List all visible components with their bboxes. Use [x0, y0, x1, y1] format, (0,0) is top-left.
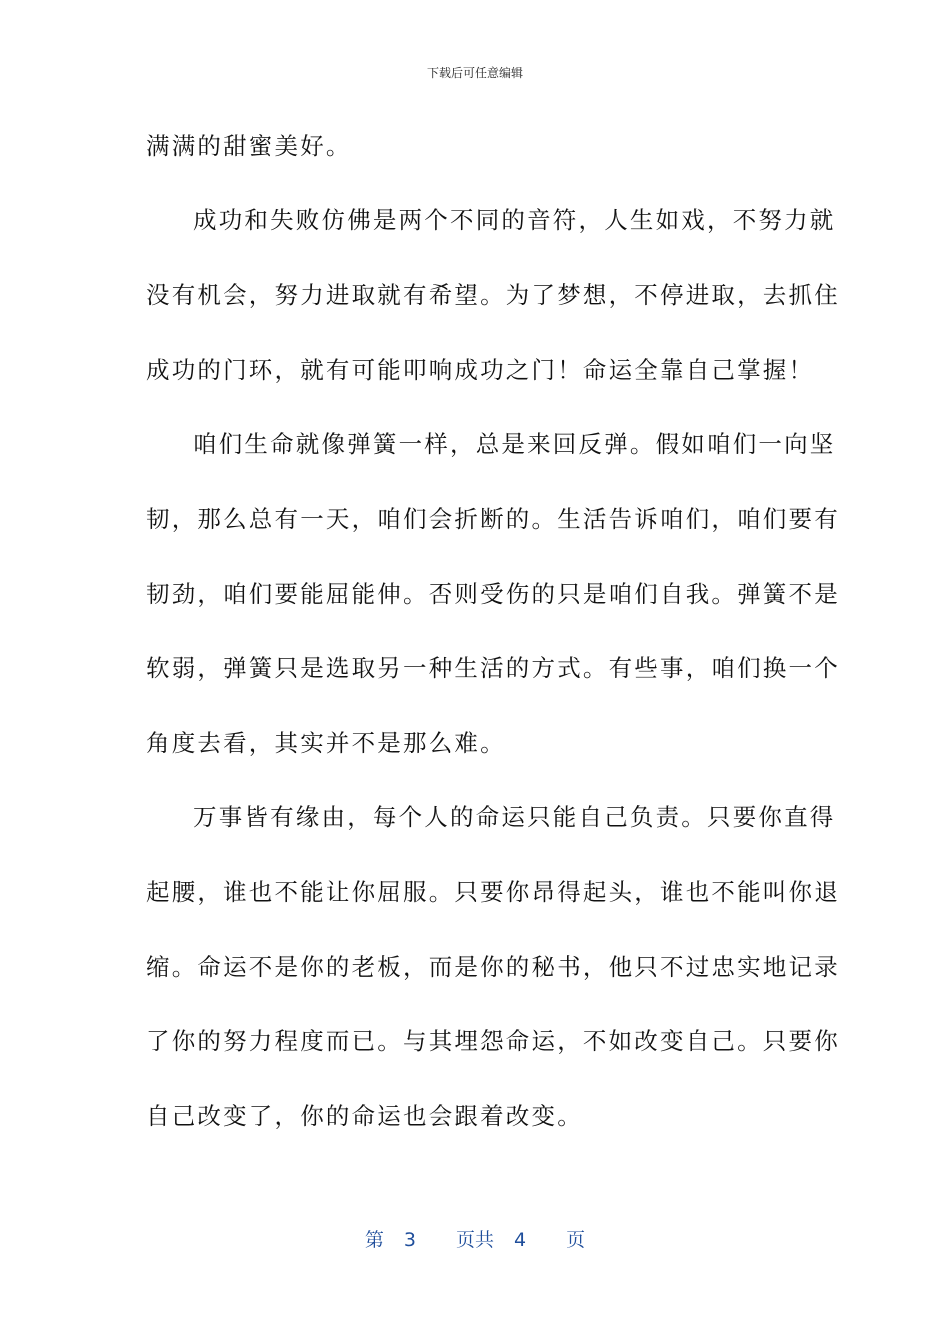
- body-line: 成功的门环，就有可能叩响成功之门！命运全靠自己掌握！: [146, 356, 815, 384]
- footer-total-pages: 4: [514, 1229, 527, 1251]
- body-line: 自己改变了，你的命运也会跟着改变。: [146, 1102, 583, 1130]
- body-line: 软弱，弹簧只是选取另一种生活的方式。有些事，咱们换一个: [146, 654, 840, 682]
- body-line: 起腰，谁也不能让你屈服。只要你昂得起头，谁也不能叫你退: [146, 878, 840, 906]
- body-line: 角度去看，其实并不是那么难。: [146, 729, 506, 757]
- body-line: 韧劲，咱们要能屈能伸。否则受伤的只是咱们自我。弹簧不是: [146, 580, 840, 608]
- footer-suffix: 页: [566, 1229, 586, 1251]
- page-header: 下载后可任意编辑: [426, 66, 523, 80]
- body-line: 万事皆有缘由，每个人的命运只能自己负责。只要你直得: [193, 803, 836, 831]
- body-line: 满满的甜蜜美好。: [146, 132, 352, 160]
- body-line: 咱们生命就像弹簧一样，总是来回反弹。假如咱们一向坚: [193, 430, 836, 458]
- footer-middle: 页共: [455, 1229, 494, 1251]
- footer-prefix: 第: [364, 1229, 384, 1251]
- body-line: 没有机会，努力进取就有希望。为了梦想，不停进取，去抓住: [146, 281, 840, 309]
- body-line: 缩。命运不是你的老板，而是你的秘书，他只不过忠实地记录: [146, 953, 840, 981]
- body-line: 了你的努力程度而已。与其埋怨命运，不如改变自己。只要你: [146, 1027, 840, 1055]
- body-line: 成功和失败仿佛是两个不同的音符，人生如戏，不努力就: [193, 206, 836, 234]
- page-footer: [0, 1225, 950, 1252]
- body-line: 韧，那么总有一天，咱们会折断的。生活告诉咱们，咱们要有: [146, 505, 840, 533]
- footer-current-page: 3: [403, 1229, 416, 1251]
